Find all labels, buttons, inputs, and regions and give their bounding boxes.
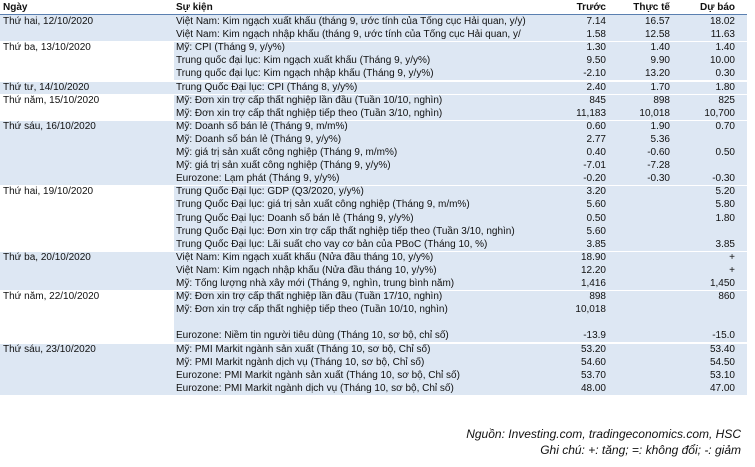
table-row [0,329,747,342]
table-row [0,28,747,41]
event-cell: Mỹ: Đơn xin trợ cấp thất nghiệp tiếp theo (Tuần 10/10, nghìn) [176,304,448,316]
date-cell: Thứ năm, 22/10/2020 [3,291,100,303]
table-row [0,369,747,382]
previous-cell: 48.00 [580,382,606,394]
header-forecast: Dự báo [699,2,735,13]
previous-cell: 0.50 [586,212,606,224]
table-row [0,185,747,198]
forecast-cell: 47.00 [709,382,735,394]
actual-cell: 1.90 [650,120,670,132]
forecast-cell: 0.30 [715,68,735,80]
header-date: Ngày [3,2,28,13]
previous-cell: 18.90 [580,251,606,263]
forecast-cell: + [729,264,735,276]
table-row [0,67,747,80]
previous-cell: 10,018 [575,304,606,316]
event-cell: Mỹ: Doanh số bán lẻ (Tháng 9, y/y%) [176,133,342,145]
event-cell: Eurozone: PMI Markit ngành dịch vụ (Tháng 10, sơ bộ, Chỉ số) [176,382,454,394]
actual-cell: -7.28 [647,160,670,172]
event-cell: Mỹ: CPI (Tháng 9, y/y%) [176,42,285,54]
forecast-cell: 53.10 [709,369,735,381]
event-cell: Trung Quốc Đại lục: Đơn xin trợ cấp thất nghiệp tiếp theo (Tuần 3/10, nghìn) [176,225,515,237]
table-row [0,107,747,120]
actual-cell: -0.30 [647,173,670,185]
table-row [0,172,747,185]
forecast-cell: 53.40 [709,343,735,355]
legend-note: Ghi chú: +: tăng; =: không đổi; -: giảm [540,443,741,457]
previous-cell: 845 [589,94,606,106]
event-cell: Trung Quốc Đại lục: giá trị sản xuất công nghiệp (Tháng 9, m/m%) [176,199,470,211]
previous-cell: -7.01 [583,160,606,172]
event-cell: Việt Nam: Kim ngạch xuất khẩu (tháng 9, ước tính của Tổng cục Hải quan, y/y) [176,16,526,27]
previous-cell: 53.70 [580,369,606,381]
actual-cell: 16.57 [644,16,670,27]
header-actual: Thực tế [633,2,670,13]
date-cell: Thứ năm, 15/10/2020 [3,94,100,106]
table-row [0,41,747,54]
table-row [0,198,747,211]
previous-cell: 1,416 [580,278,606,289]
forecast-cell: 11.63 [710,29,735,41]
previous-cell: 3.20 [586,186,606,198]
forecast-cell: 1.80 [715,81,735,93]
table-row [0,343,747,356]
actual-cell: -0.60 [647,147,670,158]
event-cell: Mỹ: Đơn xin trợ cấp thất nghiệp tiếp theo (Tuần 3/10, nghìn) [176,107,443,119]
actual-cell: 12.58 [644,29,670,41]
event-cell: Việt Nam: Kim ngạch nhập khẩu (Nửa đầu tháng 10, y/y%) [176,264,437,276]
forecast-cell: -0.30 [712,173,735,185]
previous-cell: 9.50 [586,55,606,67]
event-cell: Việt Nam: Kim ngạch nhập khẩu (tháng 9, ước tính của Tổng cục Hải quan, y/ [176,29,521,41]
actual-cell: 9.90 [650,55,670,67]
previous-cell: 0.60 [586,120,606,132]
event-cell: Mỹ: Đơn xin trợ cấp thất nghiệp lần đầu (Tuần 10/10, nghìn) [176,94,443,106]
previous-cell: 54.60 [580,356,606,368]
actual-cell: 898 [653,94,670,106]
forecast-cell: 1.80 [715,212,735,224]
table-row [0,277,747,290]
table-row [0,251,747,264]
table-row [0,159,747,172]
forecast-cell: 1,450 [709,278,735,289]
actual-cell: 5.36 [650,133,670,145]
date-cell: Thứ sáu, 16/10/2020 [3,120,96,132]
event-cell: Mỹ: giá trị sản xuất công nghiệp (Tháng 9, m/m%) [176,147,398,158]
previous-cell: -13.9 [583,330,606,342]
previous-cell: 0.40 [586,147,606,158]
header-previous: Trước [576,2,606,13]
forecast-cell: 0.50 [715,147,735,158]
event-cell: Trung Quốc Đại lục: CPI (Tháng 8, y/y%) [176,81,358,93]
previous-cell: 12.20 [580,264,606,276]
previous-cell: 2.40 [586,81,606,93]
previous-cell: 898 [589,291,606,303]
table-row [0,54,747,67]
forecast-cell: 5.20 [715,186,735,198]
table-row [0,290,747,303]
event-cell: Việt Nam: Kim ngạch xuất khẩu (Nửa đầu tháng 10, y/y%) [176,251,434,263]
forecast-cell: 3.85 [715,238,735,250]
table-row [0,94,747,107]
forecast-cell: 10.00 [709,55,735,67]
forecast-cell: 860 [718,291,735,303]
actual-cell: 13.20 [644,68,670,80]
table-row [0,264,747,277]
forecast-cell: 1.40 [715,42,735,54]
previous-cell: -2.10 [583,68,606,80]
previous-cell: 1.30 [586,42,606,54]
table-row [0,133,747,146]
event-cell: Eurozone: Lạm phát (Tháng 9, y/y%) [176,173,340,185]
date-cell: Thứ tư, 14/10/2020 [3,81,90,93]
event-cell: Mỹ: Tổng lượng nhà xây mới (Tháng 9, nghìn, trung bình năm) [176,278,455,289]
event-cell: Trung quốc đại lục: Kim ngạch nhập khẩu (Tháng 9, y/y%) [176,68,434,80]
actual-cell: 1.70 [650,81,670,93]
forecast-cell: 0.70 [715,120,735,132]
event-cell: Eurozone: PMI Markit ngành sản xuất (Tháng 10, sơ bộ, Chỉ số) [176,369,460,381]
table-row [0,120,747,133]
event-cell: Trung Quốc Đại lục: GDP (Q3/2020, y/y%) [176,186,364,198]
event-cell: Eurozone: Niềm tin người tiêu dùng (Tháng 10, sơ bộ, chỉ số) [176,330,449,342]
table-row [0,356,747,369]
table-row [0,81,747,94]
previous-cell: -0.20 [583,173,606,185]
event-cell: Trung quốc đại lục: Kim ngạch xuất khẩu (Tháng 9, y/y%) [176,55,431,67]
actual-cell: 10,018 [639,107,670,119]
forecast-cell: 825 [718,94,735,106]
forecast-cell: 18.02 [709,16,735,27]
event-cell: Mỹ: giá trị sản xuất công nghiệp (Tháng 9, y/y%) [176,160,391,172]
table-row [0,382,747,395]
date-cell: Thứ hai, 19/10/2020 [3,186,94,198]
previous-cell: 53.20 [580,343,606,355]
table-header [0,0,747,15]
event-cell: Mỹ: PMI Markit ngành dịch vụ (Tháng 10, sơ bộ, Chỉ số) [176,356,425,368]
table-row [0,225,747,238]
date-cell: Thứ sáu, 23/10/2020 [3,343,96,355]
previous-cell: 1.58 [586,29,606,41]
table-row [0,316,747,329]
previous-cell: 2.77 [586,133,606,145]
table-row [0,15,747,28]
source-note: Nguồn: Investing.com, tradingeconomics.com, HSC [466,427,741,441]
forecast-cell: + [729,251,735,263]
date-cell: Thứ ba, 13/10/2020 [3,42,91,54]
table-row [0,146,747,159]
date-cell: Thứ hai, 12/10/2020 [3,16,94,27]
previous-cell: 5.60 [586,225,606,237]
event-cell: Trung Quốc Đại lục: Lãi suất cho vay cơ bản của PBoC (Tháng 10, %) [176,238,488,250]
table-row [0,303,747,316]
event-cell: Mỹ: Đơn xin trợ cấp thất nghiệp lần đầu (Tuần 17/10, nghìn) [176,291,443,303]
event-cell: Trung Quốc Đại lục: Doanh số bán lẻ (Tháng 9, y/y%) [176,212,414,224]
previous-cell: 7.14 [586,16,606,27]
date-cell: Thứ ba, 20/10/2020 [3,251,91,263]
table-row [0,238,747,251]
forecast-cell: 54.50 [709,356,735,368]
previous-cell: 5.60 [586,199,606,211]
forecast-cell: -15.0 [712,330,735,342]
table-row [0,212,747,225]
previous-cell: 11,183 [576,107,606,119]
actual-cell: 1.40 [650,42,670,54]
event-cell: Mỹ: PMI Markit ngành sản xuất (Tháng 10, sơ bộ, Chỉ số) [176,343,431,355]
forecast-cell: 10,700 [704,107,735,119]
forecast-cell: 5.80 [715,199,735,211]
header-event: Sự kiện [176,2,213,13]
previous-cell: 3.85 [586,238,606,250]
event-cell: Mỹ: Doanh số bán lẻ (Tháng 9, m/m%) [176,120,348,132]
